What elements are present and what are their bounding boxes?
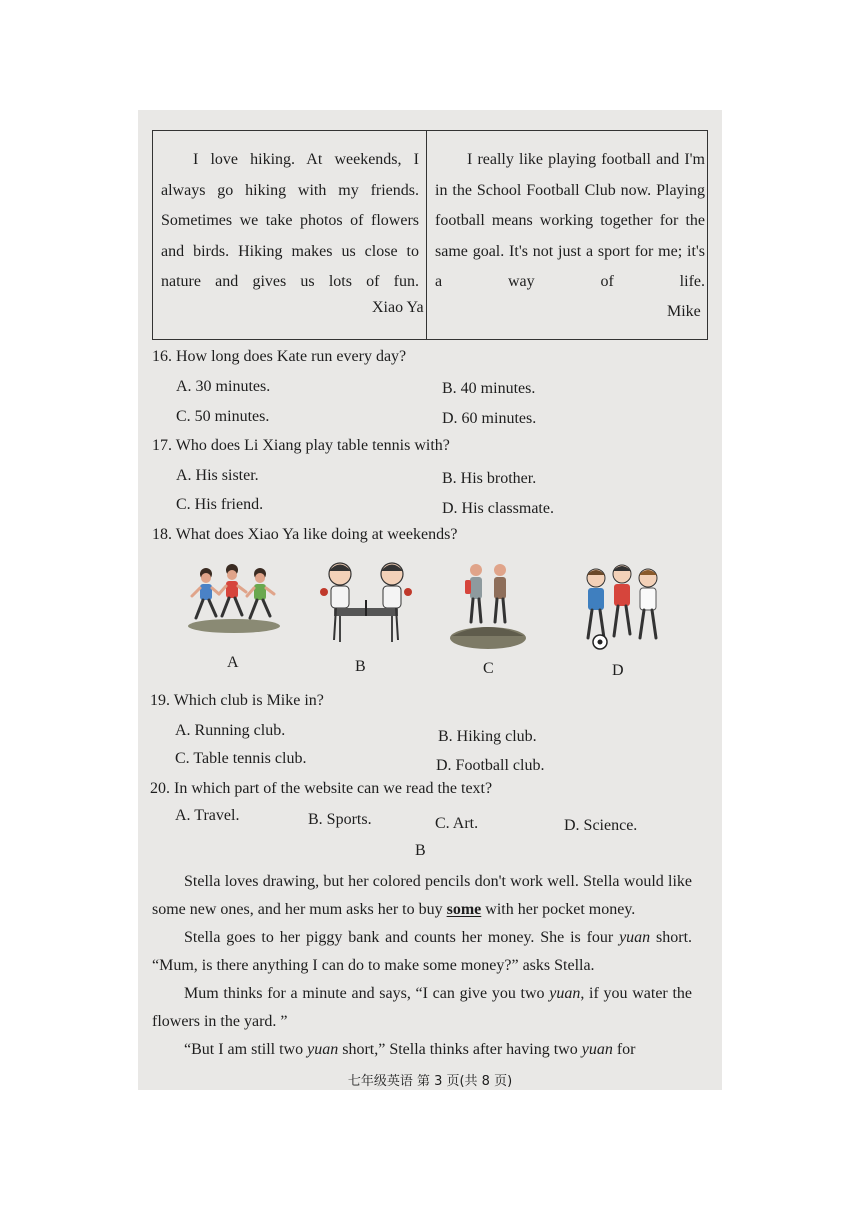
option-a: A. Travel.	[175, 807, 240, 824]
post-text: I really like playing football and I'm in the School Football Club now. Playing football means working together for the same goal. It's not just a sport for me; it's a way of life.	[435, 151, 705, 290]
table-tennis-icon	[316, 556, 416, 648]
option-c: C. His friend.	[176, 496, 264, 513]
picture-label-b: B	[355, 658, 366, 675]
passage-paragraph: Stella goes to her piggy bank and counts her money. She is four yuan short. “Mum, is there anything I can do to make some money?” asks Stella.	[152, 929, 693, 974]
picture-label-c: C	[483, 660, 494, 677]
option-c: C. 50 minutes.	[176, 408, 270, 425]
question-stem: 20. In which part of the website can we read the text?	[150, 780, 493, 797]
question-stem: 18. What does Xiao Ya like doing at weekends?	[152, 526, 458, 543]
passage-paragraph: Mum thinks for a minute and says, “I can give you two yuan, if you water the flowers in the yard. ”	[152, 985, 692, 1030]
football-kids-icon	[570, 560, 674, 652]
picture-label-a: A	[227, 654, 239, 671]
passage-paragraph: Stella loves drawing, but her colored pencils don't work well. Stella would like some new ones, and her mum asks her to buy some with her pocket money.	[152, 873, 692, 918]
option-c: C. Art.	[435, 815, 479, 832]
picture-label-d: D	[612, 662, 624, 679]
option-a: A. Running club.	[175, 722, 286, 739]
passage	[152, 868, 692, 1064]
option-c: C. Table tennis club.	[175, 750, 307, 767]
option-a: A. His sister.	[176, 467, 259, 484]
question-stem: 17. Who does Li Xiang play table tennis with?	[152, 437, 450, 454]
option-b: B. His brother.	[442, 470, 537, 487]
page-footer: 七年级英语 第 3 页(共 8 页)	[347, 1074, 513, 1089]
post-author: Mike	[667, 303, 701, 320]
option-a: A. 30 minutes.	[176, 378, 271, 395]
question-stem: 16. How long does Kate run every day?	[152, 348, 407, 365]
option-b: B. 40 minutes.	[442, 380, 536, 397]
option-d: D. Science.	[564, 817, 638, 834]
option-d: D. 60 minutes.	[442, 410, 537, 427]
table-divider	[426, 131, 427, 339]
post-author: Xiao Ya	[372, 299, 424, 316]
post-text: I love hiking. At weekends, I always go hiking with my friends. Sometimes we take photos of flowers and birds. Hiking makes us close to nature and gives us lots of fun.	[161, 151, 419, 290]
option-b: B. Sports.	[308, 811, 372, 828]
running-kids-icon	[184, 558, 284, 636]
option-b: B. Hiking club.	[438, 728, 537, 745]
option-d: D. Football club.	[436, 757, 545, 774]
section-heading: B	[415, 842, 426, 859]
posts-table	[152, 130, 708, 340]
passage-paragraph: “But I am still two yuan short,” Stella thinks after having two yuan for	[184, 1041, 636, 1058]
exam-page	[138, 110, 722, 1090]
post-xiao-ya	[161, 145, 419, 298]
option-d: D. His classmate.	[442, 500, 554, 517]
hiking-icon	[446, 560, 530, 650]
question-stem: 19. Which club is Mike in?	[150, 692, 324, 709]
post-mike	[435, 145, 705, 298]
